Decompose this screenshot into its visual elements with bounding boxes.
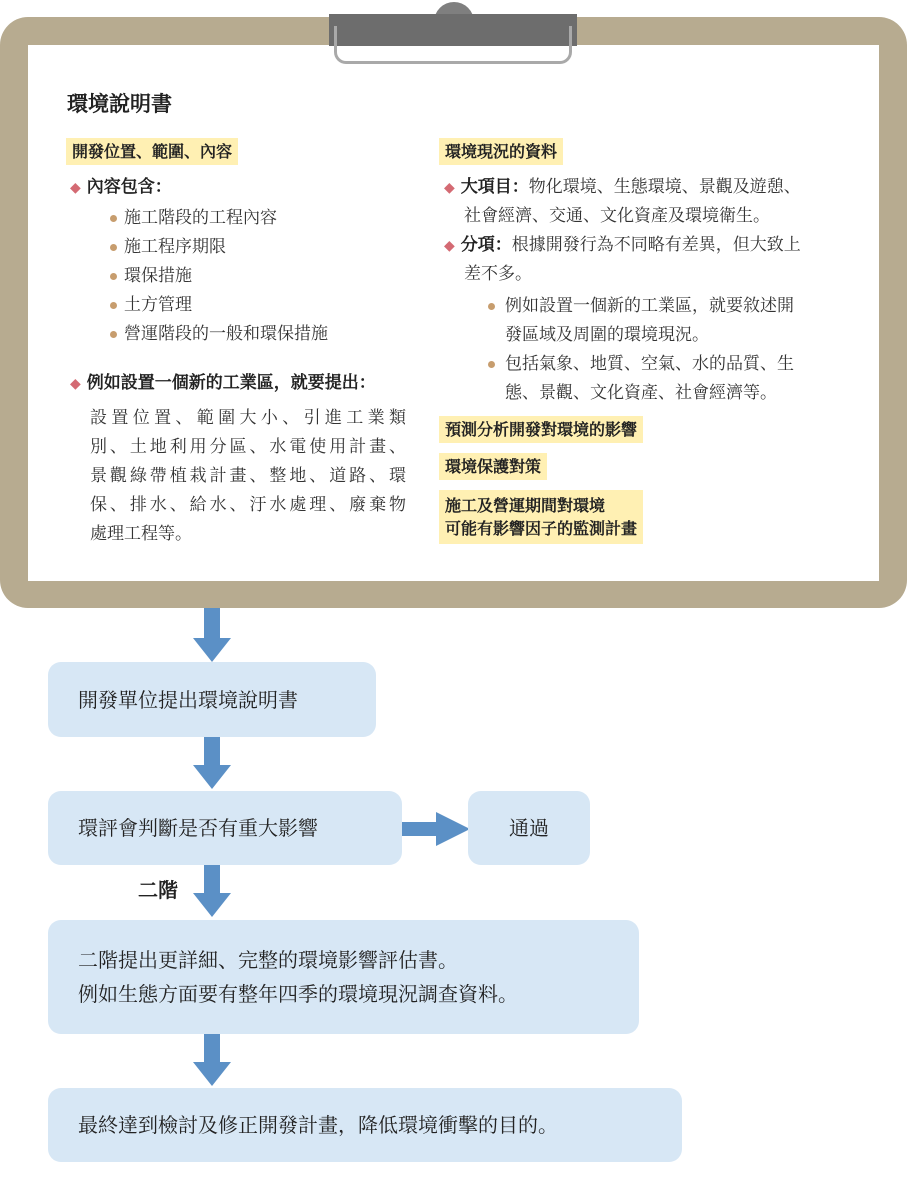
- list-item: 環保措施: [124, 266, 192, 286]
- list-item: 施工階段的工程內容: [124, 208, 277, 228]
- flow-step-text: 環評會判斷是否有重大影響: [78, 816, 318, 840]
- arrow-down-head-icon: [193, 638, 231, 662]
- bullet-icon: [110, 302, 117, 309]
- arrow-right-head-icon: [436, 812, 470, 846]
- section-monitoring-plan: [439, 490, 643, 544]
- bullet-icon: [110, 331, 117, 338]
- sub-items-line: [444, 231, 801, 261]
- flow-step-submit-statement: [48, 662, 376, 737]
- diamond-icon: ◆: [444, 180, 455, 196]
- list-item: 營運階段的一般和環保措施: [124, 324, 328, 344]
- document-title: 環境說明書: [67, 92, 172, 116]
- bullet-icon: [110, 215, 117, 222]
- flow-step-text: 例如生態方面要有整年四季的環境現況調查資料。: [78, 982, 518, 1006]
- monitoring-line: 施工及營運期間對環境: [445, 496, 606, 515]
- flow-step-text-block: [78, 943, 518, 1011]
- sub-items-text: 根據開發行為不同略有差異，但大致上: [511, 235, 801, 255]
- example-line: 處理工程等。: [90, 524, 192, 544]
- flow-step-second-stage: [48, 920, 639, 1034]
- contents-heading: [70, 173, 172, 203]
- major-items-label: 大項目：: [460, 177, 529, 197]
- arrow-down-icon: [204, 608, 220, 640]
- flow-step-text: 最終達到檢討及修正開發計畫，降低環境衝擊的目的。: [78, 1113, 558, 1137]
- flow-step-text: 開發單位提出環境說明書: [78, 687, 298, 712]
- arrow-down-head-icon: [193, 1062, 231, 1086]
- clip-loop-icon: [334, 26, 572, 64]
- major-items-text: 物化環境、生態環境、景觀及遊憩、: [528, 177, 801, 197]
- arrow-right-icon: [402, 822, 438, 836]
- second-stage-label: 二階: [138, 878, 178, 902]
- example-line: 保、排水、給水、汙水處理、廢棄物: [90, 495, 406, 515]
- bullet-icon: [110, 273, 117, 280]
- flow-step-final: [48, 1088, 682, 1162]
- sub-item-line: 包括氣象、地質、空氣、水的品質、生: [505, 354, 794, 374]
- example-heading: [70, 369, 376, 399]
- example-line: 景觀綠帶植栽計畫、整地、道路、環: [90, 466, 406, 486]
- bullet-icon: [110, 244, 117, 251]
- sub-item-line: 發區域及周圍的環境現況。: [505, 325, 709, 345]
- sub-items-label: 分項：: [460, 235, 512, 255]
- monitoring-line: 可能有影響因子的監測計畫: [445, 519, 638, 538]
- arrow-down-head-icon: [193, 893, 231, 917]
- diamond-icon: ◆: [70, 376, 81, 392]
- section-development-scope: 開發位置、範圍、內容: [66, 138, 238, 165]
- arrow-down-icon: [204, 1034, 220, 1064]
- example-label: 例如設置一個新的工業區，就要提出：: [86, 373, 376, 393]
- contents-label: 內容包含：: [86, 177, 172, 197]
- bullet-icon: [488, 303, 495, 310]
- arrow-down-head-icon: [193, 765, 231, 789]
- section-current-environment: 環境現況的資料: [439, 138, 563, 165]
- flow-step-review: [48, 791, 402, 865]
- flow-step-text: 通過: [509, 816, 549, 840]
- example-line: 別、土地利用分區、水電使用計畫、: [90, 437, 406, 457]
- list-item: 施工程序期限: [124, 237, 226, 257]
- major-items-line: [444, 173, 801, 203]
- sub-items-line2: 差不多。: [464, 264, 532, 284]
- major-items-line2: 社會經濟、交通、文化資產及環境衛生。: [464, 206, 770, 226]
- bullet-icon: [488, 361, 495, 368]
- sub-item-line: 例如設置一個新的工業區，就要敘述開: [505, 296, 794, 316]
- arrow-down-icon: [204, 865, 220, 895]
- flow-step-pass: [468, 791, 590, 865]
- section-protection-measures: 環境保護對策: [439, 453, 547, 480]
- sub-item-line: 態、景觀、文化資產、社會經濟等。: [505, 383, 777, 403]
- flow-step-text: 二階提出更詳細、完整的環境影響評估書。: [78, 948, 458, 972]
- arrow-down-icon: [204, 737, 220, 767]
- list-item: 土方管理: [124, 295, 192, 315]
- diamond-icon: ◆: [444, 238, 455, 254]
- diamond-icon: ◆: [70, 180, 81, 196]
- section-impact-analysis: 預測分析開發對環境的影響: [439, 416, 643, 443]
- example-line: 設置位置、範圍大小、引進工業類: [90, 408, 406, 428]
